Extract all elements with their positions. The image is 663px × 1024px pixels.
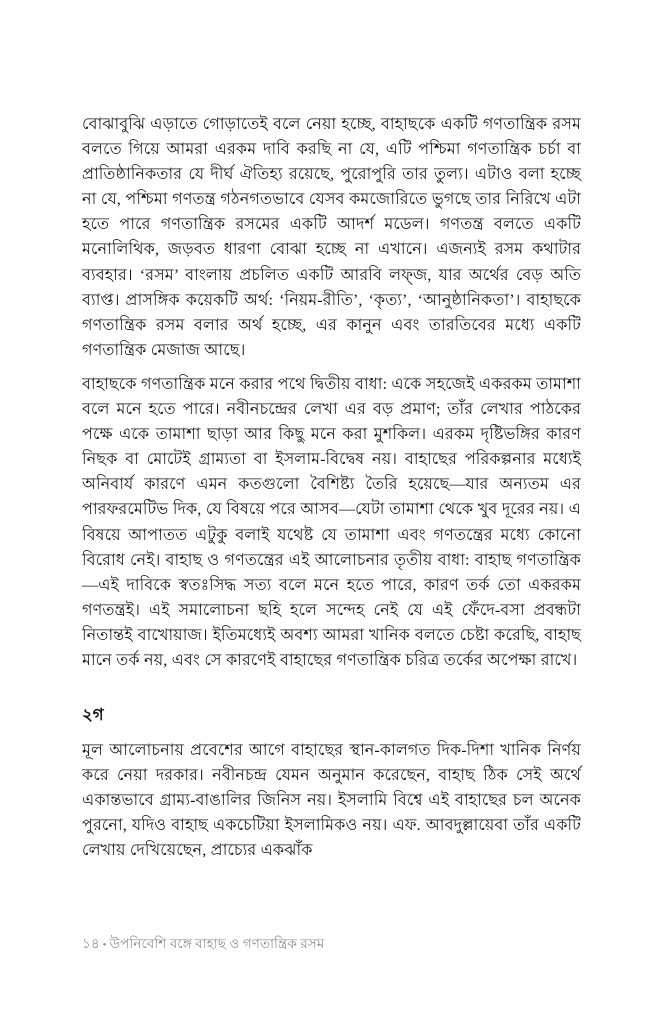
page-footer [82,934,581,955]
paragraph-1: বোঝাবুঝি এড়াতে গোড়াতেই বলে নেয়া হচ্ছে, বাহাছকে একটি গণতান্ত্রিক রসম বলতে গিয়ে আমরা এরকম দাবি করছি না যে, এটি পশ্চিমা গণতান্ত্রিক চর্চা বা প্রাতিষ্ঠানিকতার যে দীর্ঘ ঐতিহ্য রয়েছে, পুরোপুরি তার তুল্য। এটাও বলা হচ্ছে না যে, পশ্চিমা গণতন্ত্র গঠনগতভাবে যেসব কমজোরিতে ভুগছে তার নিরিখে এটা হতে পারে গণতান্ত্রিক রসমের একটি আদর্শ মডেল। গণতন্ত্র বলতে একটি মনোলিথিক, জড়বত ধারণা বোঝা হচ্ছে না এখানে। এজন্যই রসম কথাটার ব্যবহার। ‘রসম’ বাংলায় প্রচলিত একটি আরবি লফ্জ, যার অর্থের বেড় অতি ব্যাপ্ত। প্রাসঙ্গিক কয়েকটি অর্থ: ‘নিয়ম-রীতি’, ‘কৃত্য’, ‘আনুষ্ঠানিকতা’। বাহাছকে গণতান্ত্রিক রসম বলার অর্থ হচ্ছে, এর কানুন এবং তারতিবের মধ্যে একটি গণতান্ত্রিক মেজাজ আছে। [82,115,581,359]
heading-spacer-top [82,682,581,702]
footer-separator-bullet: • [102,938,107,951]
footer-book-title: উপনিবেশি বঙ্গে বাহাছ ও গণতান্ত্রিক রসম [109,936,325,951]
paragraph-2: বাহাছকে গণতান্ত্রিক মনে করার পথে দ্বিতীয় বাধা: একে সহজেই একরকম তামাশা বলে মনে হতে পারে। নবীনচন্দ্রের লেখা এর বড় প্রমাণ; তাঁর লেখার পাঠকের পক্ষে একে তামাশা ছাড়া আর কিছু মনে করা মুশকিল। এরকম দৃষ্টিভঙ্গির কারণ নিছক বা মোটেই গ্রাম্যতা বা ইসলাম-বিদ্বেষ নয়। বাহাছের পরিকল্পনার মধ্যেই অনিবার্য কারণে এমন কতগুলো বৈশিষ্ট্য তৈরি হয়েছে—যার অন্যতম এর পারফরমেটিভ দিক, যে বিষয়ে পরে আসব—যেটা তামাশা থেকে খুব দূরের নয়। এ বিষয়ে আপাতত এটুকু বলাই যথেষ্ট যে তামাশা এবং গণতন্ত্রের মধ্যে কোনো বিরোধ নেই। বাহাছ ও গণতন্ত্রের এই আলোচনার তৃতীয় বাধা: বাহাছ গণতান্ত্রিক—এই দাবিকে স্বতঃসিদ্ধ সত্য বলে মনে হতে পারে, কারণ তর্ক তো একরকম গণতন্ত্রই। এই সমালোচনা ছহি হলে সন্দেহ নেই যে এই ফেঁদে-বসা প্রবন্ধটা নিতান্তই বাখোয়াজ। ইতিমধ্যেই অবশ্য আমরা খানিক বলতে চেষ্টা করেছি, বাহাছ মানে তর্ক নয়, এবং সে কারণেই বাহাছের গণতান্ত্রিক চরিত্র তর্কের অপেক্ষা রাখে। [82,374,581,669]
section-heading: ২গ [82,705,104,725]
heading-spacer-bottom [82,727,581,738]
footer-page-number: ১৪ [82,936,100,951]
page-text-block [82,112,581,873]
paragraph-3: মূল আলোচনায় প্রবেশের আগে বাহাছের স্থান-কালগত দিক-দিশা খানিক নির্ণয় করে নেয়া দরকার। নবীনচন্দ্র যেমন অনুমান করেছেন, বাহাছ ঠিক সেই অর্থে একান্তভাবে গ্রাম্য-বাঙালির জিনিস নয়। ইসলামি বিশ্বে এই বাহাছের চল অনেক পুরনো, যদিও বাহাছ একচেটিয়া ইসলামিকও নয়। এফ. আবদুল্লায়েবা তাঁর একটি লেখায় দেখিয়েছেন, প্রাচ্যের একঝাঁক [82,741,581,860]
